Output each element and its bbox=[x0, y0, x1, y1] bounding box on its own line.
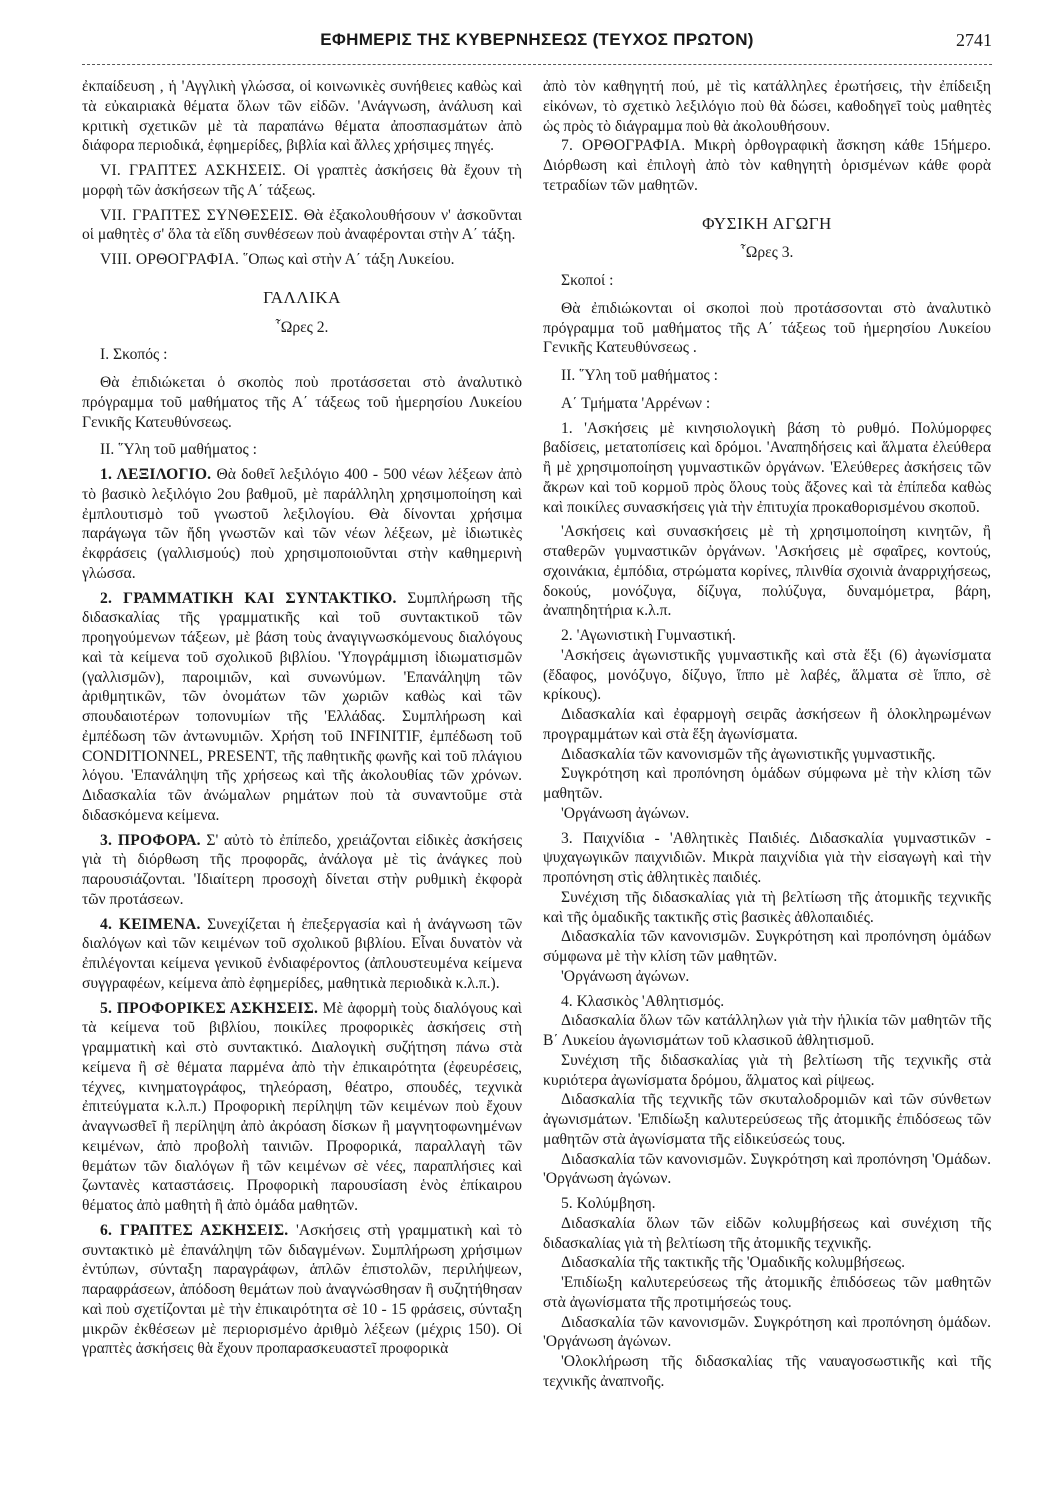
paragraph-text: Συνεχίζεται ἡ ἐπεξεργασία καὶ ἡ ἀνάγνωση τῶν διαλόγων καὶ τῶν κειμένων τοῦ σχολικοῦ βιβλίου. Εἶναι δυνατὸν νὰ ἐπιλέγονται κείμενα γενικοῦ ἐνδιαφέροντος (ἀπλουστευμένα κείμενα συγγραφέων, κείμενα ἀπὸ ἐφημερίδες, μαθητικὰ περιοδικὰ κ.λ.π.). bbox=[82, 915, 522, 992]
paragraph bbox=[82, 161, 522, 201]
paragraph-text: 'Ολοκλήρωση τῆς διδασκαλίας τῆς ναυαγοσωστικῆς καὶ τῆς τεχνικῆς ἀναπνοῆς. bbox=[543, 1353, 991, 1390]
paragraph-text: Διδασκαλία ὅλων τῶν κατάλληλων γιὰ τὴν ἡλικία τῶν μαθητῶν τῆς Β΄ Λυκείου ἀγωνισμάτων τοῦ κλασικοῦ ἀθλητισμοῦ. bbox=[543, 1012, 991, 1049]
paragraph bbox=[543, 1194, 991, 1214]
paragraph-text: Διδασκαλία καὶ ἐφαρμογὴ σειρᾶς ἀσκήσεων ἢ ὁλοκληρωμένων προγραμμάτων καὶ στὰ ἕξη ἀγωνίσματα. bbox=[543, 706, 991, 743]
paragraph-lead: 2. ΓΡΑΜΜΑΤΙΚΗ ΚΑΙ ΣΥΝΤΑΚΤΙΚΟ. bbox=[100, 589, 397, 607]
paragraph-text: Διδασκαλία τῶν κανονισμῶν. Συγκρότηση καὶ προπόνηση ὁμάδων. 'Οργάνωση ἀγώνων. bbox=[543, 1313, 991, 1351]
paragraph bbox=[543, 77, 991, 136]
paragraph-text: Διδασκαλία τῶν κανονισμῶν. Συγκρότηση καὶ προπόνηση 'Ομάδων. 'Οργάνωση ἀγώνων. bbox=[543, 1150, 991, 1188]
section-heading bbox=[82, 288, 522, 308]
paragraph bbox=[543, 394, 991, 414]
paragraph-text: Συμπλήρωση τῆς διδασκαλίας τῆς γραμματικῆς καὶ τοῦ συντακτικοῦ τῶν προηγούμενων τάξεων, μὲ βάση τοὺς ἀναγιγνωσκόμενους διαλόγους καὶ τὰ κείμενα τοῦ σχολικοῦ βιβλίου. 'Υπογράμμιση ἰδιωματισμῶν (γαλλισμῶν), παροιμιῶν, καὶ συνωνύμων. 'Επανάληψη τῶν ἀριθμητικῶν, τῶν ὀνομάτων τῶν χωριῶν καθὼς καὶ τῶν σπουδαιοτέρων τοπονυμίων τῆς 'Ελλάδας. Συμπλήρωση καὶ ἐμπέδωση τῶν ἀντωνυμιῶν. Χρήση τοῦ INFINITIF, ἐμπέδωση τοῦ CONDITIONNEL, PRESENT, τῆς παθητικῆς φωνῆς καὶ τοῦ πλάγιου λόγου. 'Επανάληψη τῆς χρήσεως καὶ τῆς ἀκολουθίας τῶν χρόνων. Διδασκαλία τῶν ἀνώμαλων ρημάτων ποὺ τὰ συναντοῦμε στὰ διδασκόμενα κείμενα. bbox=[82, 589, 522, 824]
paragraph bbox=[543, 992, 991, 1012]
paragraph bbox=[82, 250, 522, 270]
paragraph bbox=[543, 1253, 991, 1273]
paragraph bbox=[543, 764, 991, 804]
paragraph bbox=[543, 705, 991, 745]
paragraph-lead: 4. ΚΕΙΜΕΝΑ. bbox=[100, 915, 201, 933]
paragraph bbox=[82, 465, 522, 584]
section-heading bbox=[543, 214, 991, 234]
paragraph bbox=[82, 915, 522, 994]
paragraph-text: 4. Κλασικὸς 'Αθλητισμός. bbox=[561, 992, 725, 1010]
paragraph bbox=[543, 745, 991, 765]
paragraph-text: Συγκρότηση καὶ προπόνηση ὁμάδων σύμφωνα μὲ τὴν κλίση τῶν μαθητῶν. bbox=[543, 765, 991, 802]
paragraph-text: Διδασκαλία ὅλων τῶν εἰδῶν κολυμβήσεως καὶ συνέχιση τῆς διδασκαλίας γιὰ τὴ βελτίωση τῆς ἀτομικῆς τεχνικῆς. bbox=[543, 1214, 991, 1252]
gazette-title: ΕΦΗΜΕΡΙΣ ΤΗΣ ΚΥΒΕΡΝΗΣΕΩΣ (ΤΕΥΧΟΣ ΠΡΩΤΟΝ) bbox=[320, 30, 754, 49]
paragraph-text: ΙΙ. ῞Υλη τοῦ μαθήματος : bbox=[561, 367, 718, 384]
paragraph-text: ἀπὸ τὸν καθηγητή πού, μὲ τὶς κατάλληλες ἐρωτήσεις, τὴν ἐπίδειξη εἰκόνων, τὸ σχετικὸ λεξιλόγιο ποὺ θὰ δώσει, καθοδηγεῖ τοὺς μαθητὲς ὡς πρὸς τὸ διάγραμμα ποὺ θὰ ἀκολουθήσουν. bbox=[543, 78, 991, 135]
paragraph bbox=[543, 626, 991, 646]
paragraph-text: 2. 'Αγωνιστικὴ Γυμναστική. bbox=[561, 627, 736, 644]
paragraph bbox=[543, 419, 991, 518]
paragraph bbox=[82, 77, 522, 156]
paragraph bbox=[82, 206, 522, 246]
paragraph-text: Διδασκαλία τῶν κανονισμῶν. Συγκρότηση καὶ προπόνηση ὁμάδων σύμφωνα μὲ τὴν κλίση τῶν μαθητῶν. bbox=[543, 928, 991, 965]
paragraph-lead: 3. ΠΡΟΦΟΡΑ. bbox=[100, 831, 201, 849]
paragraph bbox=[543, 522, 991, 621]
paragraph-text: 'Οργάνωση ἀγώνων. bbox=[561, 804, 690, 822]
paragraph-text: ῞Οπως καὶ στὴν Α΄ τάξη Λυκείου. bbox=[239, 251, 455, 268]
page-number: 2741 bbox=[956, 30, 992, 50]
paragraph bbox=[543, 366, 991, 386]
right-column bbox=[543, 77, 991, 1392]
paragraph bbox=[543, 927, 991, 967]
paragraph-text: Σ' αὐτὸ τὸ ἐπίπεδο, χρειάζονται εἰδικὲς ἀσκήσεις γιὰ τὴ διόρθωση τῆς προφορᾶς, ἀνάλογα μὲ τὶς ἀνάγκες ποὺ παρουσιάζονται. 'Ιδιαίτερη προσοχὴ δίνεται στὴν ρυθμικὴ ἐκφορὰ τῶν προτάσεων. bbox=[82, 831, 523, 908]
paragraph bbox=[543, 1273, 991, 1313]
paragraph-text: Θὰ ἐξακολουθήσουν ν' ἀσκοῦνται οἱ μαθητὲς σ' ὅλα τὰ εἴδη συνθέσεων ποὺ ἀναφέρονται στὴν Α΄ τάξη. bbox=[82, 206, 522, 244]
paragraph-lead: 1. ΛΕΞΙΛΟΓΙΟ. bbox=[100, 466, 212, 483]
paragraph bbox=[543, 299, 991, 358]
paragraph-text: Διδασκαλία τῆς τεχνικῆς τῶν σκυταλοδρομιῶν καὶ τῶν σύνθετων ἀγωνισμάτων. 'Επιδίωξη καλυτερεύσεως τῆς ἀτομικῆς ἐπιδόσεως τῶν μαθητῶν στὰ ἀγωνίσματα τῆς εἰδικεύσεώς τους. bbox=[543, 1091, 991, 1148]
paragraph-text: Διδασκαλία τῆς τακτικῆς τῆς 'Ομαδικῆς κολυμβήσεως. bbox=[561, 1254, 905, 1272]
paragraph-text: ΦΥΣΙΚΗ ΑΓΩΓΗ bbox=[702, 213, 832, 233]
paragraph bbox=[543, 136, 991, 195]
paragraph bbox=[543, 271, 991, 291]
paragraph bbox=[82, 345, 522, 365]
paragraph-text: 3. Παιχνίδια - 'Αθλητικὲς Παιδιές. Διδασκαλία γυμναστικῶν - ψυχαγωγικῶν παιχνιδιῶν. Μικρὰ παιχνίδια γιὰ τὴν εἰσαγωγὴ καὶ τὴν προπόνηση στὶς ἀθλητικὲς παιδιές. bbox=[543, 829, 991, 886]
paragraph-lead: 7. ΟΡΘΟΓΡΑΦΙΑ. bbox=[561, 137, 686, 155]
paragraph bbox=[543, 1214, 991, 1254]
paragraph-text: 'Ασκήσεις στὴ γραμματικὴ καὶ τὸ συντακτικὸ μὲ ἐπανάληψη τῶν διδαγμένων. Συμπλήρωση χρήσιμων ἐντύπων, σύνταξη παραγράφων, ἁπλῶν ἐπιστολῶν, περιλήψεων, παραφράσεων, ἀπόδοση θεμάτων ποὺ ἀναγνώσθησαν ἢ συζητήθησαν καὶ ποὺ σχετίζονται μὲ τὴν ἐπικαιρότητα σὲ 10 - 15 φράσεις, σύνταξη μικρῶν ἐκθέσεων μὲ περιορισμένο ἀριθμὸ λέξεων (μέχρις 150). Οἱ γραπτὲς ἀσκήσεις θὰ ἔχουν προπαρασκευαστεῖ προφορικὰ bbox=[82, 1221, 522, 1358]
paragraph-text: ῟Ωρες 3. bbox=[740, 244, 794, 262]
paragraph-text: Συνέχιση τῆς διδασκαλίας γιὰ τὴ βελτίωση τῆς τεχνικῆς στὰ κυριότερα ἀγωνίσματα δρόμου, ἅλματος καὶ ρίψεως. bbox=[543, 1051, 991, 1089]
paragraph bbox=[82, 999, 522, 1216]
paragraph-text: 'Ασκήσεις καὶ συνασκήσεις μὲ τὴ χρησιμοποίηση κινητῶν, ἢ σταθερῶν γυμναστικῶν ὀργάνων. 'Ασκήσεις μὲ σφαῖρες, κοντούς, σχοινάκια, ἐμπόδια, στρώματα κορίνες, πλινθία σχοινιὰ ἀναρριχήσεως, δοκούς, μονόζυγα, δίζυγα, πολύζυγα, δυναμόμετρα, βάρη, ἀναπηδητήρια κ.λ.π. bbox=[543, 523, 991, 620]
paragraph bbox=[543, 888, 991, 928]
paragraph-text: Θὰ ἐπιδιώκονται οἱ σκοποὶ ποὺ προτάσσονται στὸ ἀναλυτικὸ πρόγραμμα τοῦ μαθήματος τῆς Α΄ τάξεως τοῦ ἡμερησίου Λυκείου Γενικῆς Κατευθύνσεως . bbox=[543, 299, 991, 357]
paragraph-text: 'Ασκήσεις ἀγωνιστικῆς γυμναστικῆς καὶ στὰ ἕξι (6) ἀγωνίσματα (ἔδαφος, μονόζυγο, δίζυγο, ἵππο μὲ λαβές, ἅλματα σὲ ἵππο, σὲ κρίκους). bbox=[543, 646, 991, 704]
paragraph bbox=[543, 829, 991, 888]
paragraph-text: Α΄ Τμήματα 'Αρρένων : bbox=[561, 394, 711, 412]
paragraph bbox=[543, 804, 991, 824]
paragraph bbox=[82, 440, 522, 460]
paragraph bbox=[82, 589, 522, 826]
paragraph-text: Οἱ γραπτὲς ἀσκήσεις θὰ ἔχουν τὴ μορφὴ τῶν ἀσκήσεων τῆς Α΄ τάξεως. bbox=[82, 162, 522, 199]
paragraph-text: Θὰ δοθεῖ λεξιλόγιο 400 - 500 νέων λέξεων ἀπὸ τὸ βασικὸ λεξιλόγιο 2ου βαθμοῦ, μὲ παράλληλη χρησιμοποίηση καὶ ἐμπλουτισμὸ τοῦ γνωστοῦ λεξιλογίου. Θὰ δίνονται χρήσιμα παράγωγα τῶν ἤδη γνωστῶν καὶ τῶν νέων λέξεων, μὲ ἰδιωτικὲς ἐκφράσεις (γαλλισμούς) ποὺ χρησιμοποιοῦνται στὴν καθημερινὴ γλώσσα. bbox=[82, 466, 522, 582]
paragraph-text: Σκοποί : bbox=[561, 272, 614, 289]
paragraph bbox=[543, 967, 991, 987]
paragraph bbox=[543, 1011, 991, 1051]
paragraph bbox=[82, 1221, 522, 1359]
paragraph-lead: VII. ΓΡΑΠΤΕΣ ΣΥΝΘΕΣΕΙΣ. bbox=[100, 206, 298, 224]
paragraph-lead: VIII. ΟΡΘΟΓΡΑΦΙΑ. bbox=[100, 251, 240, 268]
paragraph bbox=[543, 646, 991, 705]
paragraph bbox=[543, 1313, 991, 1353]
paragraph-text: 1. 'Ασκήσεις μὲ κινησιολογικὴ βάση τὸ ρυθμό. Πολύμορφες βαδίσεις, μετατοπίσεις καὶ δρόμοι. 'Αναπηδήσεις καὶ ἅλματα ἐλεύθερα ἢ μὲ χρησιμοποίηση γυμναστικῶν ὀργάνων. 'Ελεύθερες ἀσκήσεις τῶν ἄκρων καὶ τοῦ κορμοῦ πρὸς ὅλους τοὺς ἄξονες καὶ τὰ ἐπίπεδα καθὼς καὶ ποικίλες συνασκήσεις γιὰ τὴν ἐπιτυχία προκαθορισμένου σκοποῦ. bbox=[543, 419, 991, 516]
paragraph bbox=[82, 831, 522, 910]
page-header bbox=[82, 30, 992, 60]
paragraph-lead: 6. ΓΡΑΠΤΕΣ ΑΣΚΗΣΕΙΣ. bbox=[100, 1221, 289, 1239]
paragraph bbox=[543, 1090, 991, 1149]
paragraph-text: Μικρὴ ὀρθογραφικὴ ἄσκηση κάθε 15ήμερο. Διόρθωση καὶ ἐπιλογὴ ἀπὸ τὸν καθηγητὴ ὁρισμένων κάθε φορὰ τετραδίων τῶν μαθητῶν. bbox=[543, 137, 991, 194]
paragraph bbox=[543, 1051, 991, 1091]
paragraph-text: Διδασκαλία τῶν κανονισμῶν τῆς ἀγωνιστικῆς γυμναστικῆς. bbox=[561, 745, 936, 763]
paragraph-text: 5. Κολύμβηση. bbox=[561, 1195, 656, 1212]
paragraph-text: Θὰ ἐπιδιώκεται ὁ σκοπὸς ποὺ προτάσσεται στὸ ἀναλυτικὸ πρόγραμμα τοῦ μαθήματος τῆς Α΄ τάξεως τοῦ ἡμερησίου Λυκείου Γενικῆς Κατευθύνσεως. bbox=[82, 374, 522, 431]
hours-line bbox=[543, 243, 991, 263]
paragraph-text: Μὲ ἀφορμὴ τοὺς διαλόγους καὶ τὰ κείμενα τοῦ βιβλίου, ποικίλες προφορικὲς ἀσκήσεις στὴ γραμματικὴ καὶ στὸ συντακτικό. Διαλογικὴ συζήτηση πάνω στὰ κείμενα ἢ σὲ θέματα παρμένα ἀπὸ τὴν ἐπικαιρότητα (ἐφευρέσεις, τέχνες, κινηματογράφος, τηλεόραση, θέατρο, σπουδές, τεχνικὰ ἐπιτεύγματα κ.λ.π.) Προφορικὴ περίληψη τῶν κειμένων ποὺ ἔχουν ἀναγνωσθεῖ ἢ περίληψη ἀπὸ ἀκρόαση δίσκων ἢ μαγνητοφωνημένων κειμένων, ἀπὸ προβολὴ ταινιῶν. Προφορικά, παραλλαγὴ τῶν θεμάτων τῶν διαλόγων ἢ τῶν κειμένων σὲ νέες, παραπλήσιες καὶ ζωντανὲς καταστάσεις. Προφορικὴ παρουσίαση ἑνὸς ἐπίκαιρου θέματος ἀπὸ μαθητὴ ἢ ἀπὸ ὁμάδα μαθητῶν. bbox=[82, 999, 522, 1214]
paragraph-text: Συνέχιση τῆς διδασκαλίας γιὰ τὴ βελτίωση τῆς ἀτομικῆς τεχνικῆς καὶ τῆς ὁμαδικῆς τακτικῆς στὶς βασικὲς ἀθλοπαιδιές. bbox=[543, 888, 991, 926]
paragraph bbox=[543, 1150, 991, 1190]
paragraph bbox=[82, 373, 522, 432]
paragraph-text: 'Επιδίωξη καλυτερεύσεως τῆς ἀτομικῆς ἐπιδόσεως τῶν μαθητῶν στὰ ἀγωνίσματα τῆς προτιμήσεώς τους. bbox=[543, 1274, 991, 1311]
paragraph-lead: 5. ΠΡΟΦΟΡΙΚΕΣ ΑΣΚΗΣΕΙΣ. bbox=[100, 999, 319, 1017]
paragraph-text: Ι. Σκοπός : bbox=[100, 346, 168, 364]
paragraph-lead: VI. ΓΡΑΠΤΕΣ ΑΣΚΗΣΕΙΣ. bbox=[100, 162, 286, 179]
paragraph-text: ΙΙ. ῞Υλη τοῦ μαθήματος : bbox=[100, 441, 257, 459]
hours-line bbox=[82, 318, 522, 338]
header-divider bbox=[82, 64, 992, 65]
paragraph bbox=[543, 1352, 991, 1392]
paragraph-text: ΓΑΛΛΙΚΑ bbox=[263, 287, 341, 307]
paragraph-text: 'Οργάνωση ἀγώνων. bbox=[561, 967, 690, 985]
paragraph-text: ἐκπαίδευση , ἡ 'Αγγλικὴ γλώσσα, οἱ κοινωνικὲς συνήθειες καθὼς καὶ τὰ εὐκαιριακὰ θέματα ὅλων τῶν εἰδῶν. 'Ανάγνωση, ἀνάλυση καὶ κριτικὴ σχετικῶν μὲ τὰ παραπάνω θέματα ἀποσπασμάτων ἀπὸ διάφορα περιοδικά, ἐφημερίδες, βιβλία καὶ ἄλλες χρήσιμες πηγές. bbox=[82, 78, 522, 155]
left-column bbox=[82, 77, 522, 1359]
paragraph-text: ῟Ωρες 2. bbox=[275, 318, 329, 336]
